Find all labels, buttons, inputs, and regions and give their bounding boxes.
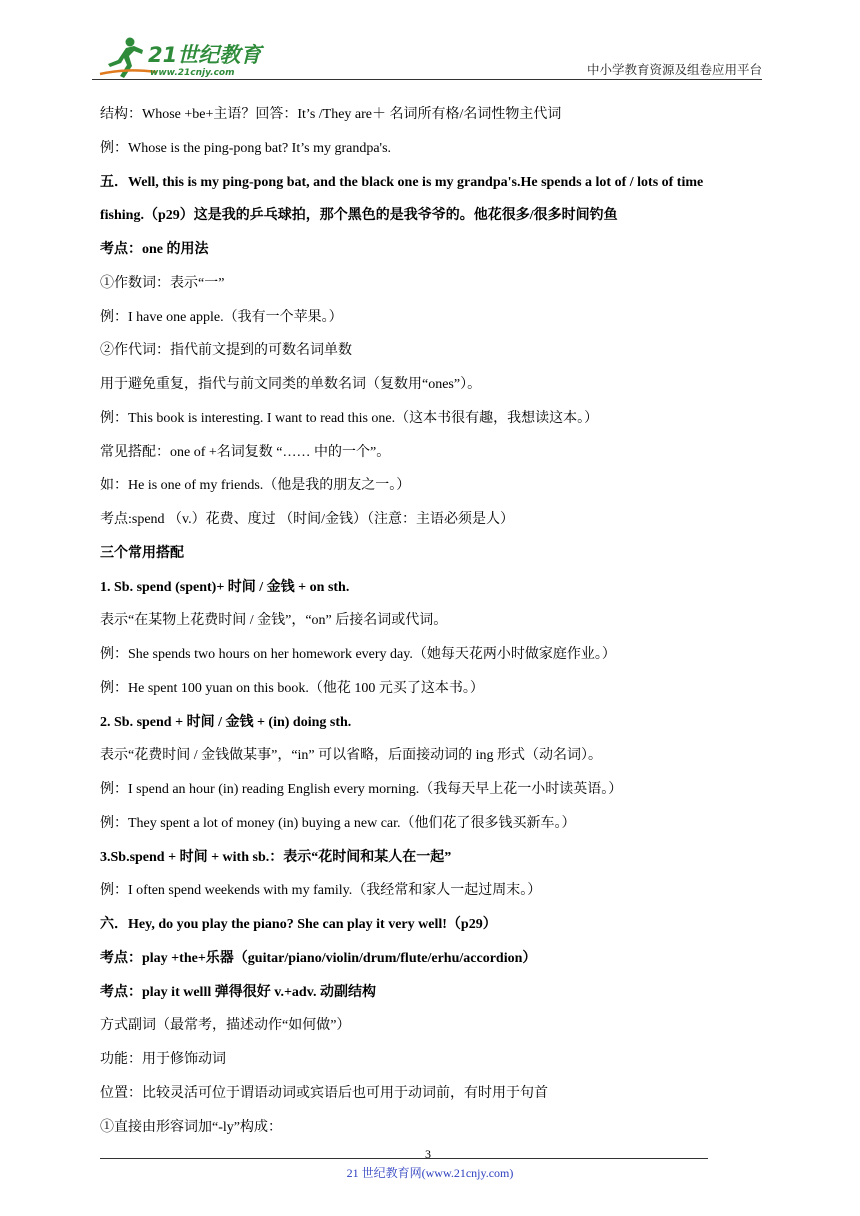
text-line: 例：Whose is the ping-pong bat? It’s my grandpa's. [100, 140, 392, 156]
text-line: ①作数词：表示“一” [100, 275, 225, 291]
text-line: 例：I spend an hour (in) reading English every morning.（我每天早上花一小时读英语。） [100, 782, 623, 797]
site-logo [96, 34, 286, 80]
document-body [100, 104, 770, 1150]
text-line: fishing.（p29）这是我的乒乓球拍，那个黑色的是我爷爷的。他花很多/很多时间钓鱼 [100, 208, 618, 224]
text-line: 结构：Whose +be+主语？回答：It’s /They are＋ 名词所有格/名词性物主代词 [100, 107, 562, 122]
text-line: 表示“花费时间 / 金钱做某事”，“in” 可以省略，后面接动词的 ing 形式（动名词）。 [100, 748, 603, 764]
footer-source: 21 世纪教育网(www.21cnjy.com) [346, 1166, 514, 1180]
page-header [92, 30, 762, 82]
text-line: 考点：play +the+乐器（guitar/piano/violin/drum/flute/erhu/accordion） [100, 950, 537, 966]
text-line: 用于避免重复，指代与前文同类的单数名词（复数用“ones”）。 [100, 377, 482, 392]
svg-text:www.21cnjy.com: www.21cnjy.com [150, 68, 235, 78]
text-line: 六．Hey, do you play the piano? She can play it very well!（p29） [100, 917, 497, 932]
text-line: 1. Sb. spend (spent)+ 时间 / 金钱 + on sth. [100, 579, 350, 595]
platform-name: 中小学教育资源及组卷应用平台 [586, 62, 762, 77]
text-line: 三个常用搭配 [100, 545, 184, 561]
text-line: 例：She spends two hours on her homework every day.（她每天花两小时做家庭作业。） [100, 647, 616, 662]
text-line: 例：This book is interesting. I want to read this one.（这本书很有趣，我想读这本。） [100, 410, 599, 426]
header-divider [92, 79, 762, 80]
text-line: 常见搭配：one of +名词复数 “…… 中的一个”。 [100, 444, 391, 460]
text-line: 例：They spent a lot of money (in) buying a new car.（他们花了很多钱买新车。） [100, 815, 576, 831]
text-line: 表示“在某物上花费时间 / 金钱”，“on” 后接名词或代词。 [100, 613, 448, 629]
text-line: 考点:spend （v.）花费、度过 （时间/金钱）（注意：主语必须是人） [100, 512, 515, 527]
text-line: 例：He spent 100 yuan on this book.（他花 100 元买了这本书。） [100, 680, 484, 696]
text-line: 例：I often spend weekends with my family.（我经常和家人一起过周末。） [100, 883, 542, 899]
text-line: 功能：用于修饰动词 [100, 1052, 226, 1067]
text-line: 位置：比较灵活可位于谓语动词或宾语后也可用于动词前，有时用于句首 [100, 1085, 548, 1101]
footer-divider [100, 1158, 708, 1159]
page-number: 3 [425, 1147, 431, 1161]
text-line: 2. Sb. spend + 时间 / 金钱 + (in) doing sth. [100, 714, 352, 730]
text-line: 考点：one 的用法 [100, 242, 209, 257]
text-line: 五．Well, this is my ping-pong bat, and the black one is my grandpa's.He spends a lot of / lots of time [100, 174, 704, 190]
svg-text:21世纪教育: 21世纪教育 [148, 43, 262, 67]
text-line: 例：I have one apple.（我有一个苹果。） [100, 309, 343, 325]
text-line: 考点：play it welll 弹得很好 v.+adv. 动副结构 [100, 984, 376, 1000]
text-line: ②作代词：指代前文提到的可数名词单数 [100, 343, 352, 359]
text-line: 3.Sb.spend + 时间 + with sb.：表示“花时间和某人在一起” [100, 849, 452, 865]
text-line: 如：He is one of my friends.（他是我的朋友之一。） [100, 478, 411, 494]
text-line: ①直接由形容词加“-ly”构成： [100, 1119, 282, 1135]
text-line: 方式副词（最常考，描述动作“如何做”） [100, 1018, 351, 1034]
